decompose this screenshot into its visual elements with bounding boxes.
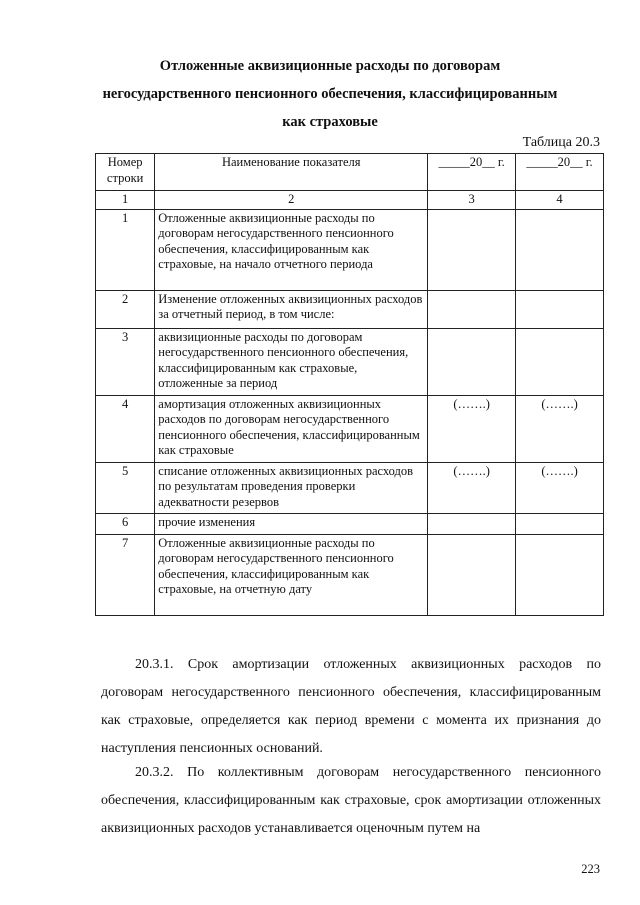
row-value-period-1: (…….)	[428, 395, 516, 462]
column-number: 1	[96, 191, 155, 210]
column-number: 3	[428, 191, 516, 210]
title-line-1: Отложенные аквизиционные расходы по договорам	[159, 58, 501, 74]
row-indicator: аквизиционные расходы по договорам негосударственного пенсионного обеспечения, классифицированным как страховые, отложенные за период	[155, 328, 428, 395]
table-header-row	[96, 154, 604, 191]
row-value-period-2	[516, 328, 604, 395]
row-indicator: списание отложенных аквизиционных расходов по результатам проведения проверки адекватности резервов	[155, 462, 428, 513]
table-row	[96, 328, 604, 395]
table-row	[96, 209, 604, 290]
row-number: 7	[96, 534, 155, 615]
row-number: 1	[96, 209, 155, 290]
column-number: 4	[516, 191, 604, 210]
column-numbering-row	[96, 191, 604, 210]
row-indicator: Отложенные аквизиционные расходы по договорам негосударственного пенсионного обеспечения, классифицированным как страховые, на начало отчетного периода	[155, 209, 428, 290]
row-number: 2	[96, 290, 155, 328]
row-number: 3	[96, 328, 155, 395]
row-value-period-2	[516, 209, 604, 290]
row-indicator: прочие изменения	[155, 513, 428, 534]
header-period-2: _____20__ г.	[516, 154, 604, 191]
table-row	[96, 462, 604, 513]
row-value-period-1	[428, 513, 516, 534]
deferred-costs-table	[95, 153, 604, 616]
row-indicator: амортизация отложенных аквизиционных расходов по договорам негосударственного пенсионного обеспечения, классифицированным как страховые	[155, 395, 428, 462]
header-row-number: Номер строки	[96, 154, 155, 191]
row-value-period-1	[428, 534, 516, 615]
table-row	[96, 395, 604, 462]
header-period-1: _____20__ г.	[428, 154, 516, 191]
row-value-period-1	[428, 290, 516, 328]
title-line-2: негосударственного пенсионного обеспечения, классифицированным	[102, 86, 558, 102]
row-value-period-2: (…….)	[516, 462, 604, 513]
row-value-period-1	[428, 209, 516, 290]
row-value-period-2	[516, 534, 604, 615]
row-indicator: Изменение отложенных аквизиционных расходов за отчетный период, в том числе:	[155, 290, 428, 328]
row-indicator: Отложенные аквизиционные расходы по договорам негосударственного пенсионного обеспечения, классифицированным как страховые, на отчетную дату	[155, 534, 428, 615]
table-row	[96, 290, 604, 328]
title-line-3: как страховые	[282, 114, 378, 130]
row-value-period-1: (…….)	[428, 462, 516, 513]
table-row	[96, 513, 604, 534]
table-row	[96, 534, 604, 615]
document-title	[60, 52, 600, 136]
paragraph-text: 20.3.1. Срок амортизации отложенных аквизиционных расходов по договорам негосударственного пенсионного обеспечения, классифицированным как страховые, определяется как период времени с момента их признания до наступления пенсионных оснований.	[101, 657, 601, 756]
row-value-period-2	[516, 513, 604, 534]
table-label: Таблица 20.3	[522, 135, 600, 150]
row-value-period-1	[428, 328, 516, 395]
row-value-period-2: (…….)	[516, 395, 604, 462]
row-number: 5	[96, 462, 155, 513]
paragraph-20-3-1	[101, 651, 601, 763]
row-number: 6	[96, 513, 155, 534]
page-number: 223	[581, 862, 600, 876]
row-value-period-2	[516, 290, 604, 328]
paragraph-20-3-2	[101, 759, 601, 843]
paragraph-text: 20.3.2. По коллективным договорам негосударственного пенсионного обеспечения, классифицированным как страховые, срок амортизации отложенных аквизиционных расходов устанавливается оценочным путем на	[101, 765, 601, 836]
column-number: 2	[155, 191, 428, 210]
header-indicator-name: Наименование показателя	[155, 154, 428, 191]
row-number: 4	[96, 395, 155, 462]
